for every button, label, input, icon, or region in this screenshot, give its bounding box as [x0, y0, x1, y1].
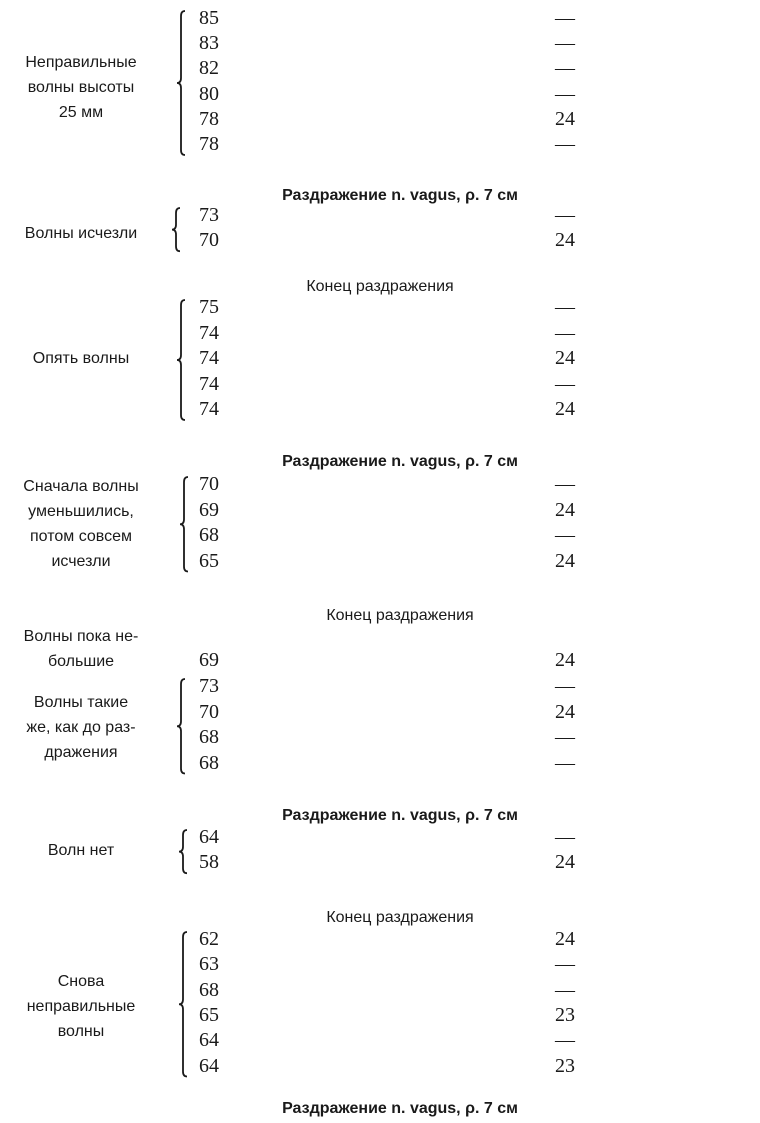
marker-text: Конец раздражения [326, 607, 474, 624]
wave-value: — [555, 296, 575, 318]
pressure-value: 83 [199, 32, 219, 55]
wave-value: — [555, 524, 575, 546]
curly-brace-icon [177, 829, 191, 874]
pressure-value: 68 [199, 726, 219, 748]
wave-value: — [555, 978, 575, 1001]
row-label-line: 25 мм [58, 104, 104, 121]
wave-value: 24 [555, 498, 575, 521]
row-label [0, 50, 162, 125]
pressure-value: 70 [199, 473, 219, 495]
wave-value: — [555, 826, 575, 848]
pressure-value: 74 [199, 321, 219, 344]
wave-value: 24 [555, 398, 575, 420]
wave-value: 24 [555, 229, 575, 252]
pressure-value: 70 [199, 229, 219, 252]
pressure-value: 64 [199, 1029, 219, 1052]
wave-value: — [555, 675, 575, 697]
row-label [0, 346, 162, 371]
marker-text: Конец раздражения [326, 909, 474, 926]
row-label [0, 838, 162, 863]
row-label-line: уменьшились, [28, 503, 134, 520]
row-label-line: Опять волны [32, 350, 130, 367]
row-label-line: волны высоты [27, 79, 135, 96]
row-label-line: потом совсем [30, 528, 132, 545]
row-label [0, 969, 162, 1044]
pressure-value: 68 [199, 751, 219, 774]
pressure-value: 78 [199, 133, 219, 155]
wave-value: — [555, 82, 575, 105]
row-label-line: Волн нет [47, 842, 115, 859]
row-label-line: исчезли [51, 553, 111, 570]
wave-value: — [555, 321, 575, 344]
wave-value: 24 [555, 347, 575, 369]
stimulation-marker [0, 186, 760, 206]
pressure-value: 69 [199, 498, 219, 521]
pressure-value: 64 [199, 826, 219, 848]
curly-brace-icon [177, 931, 191, 1078]
row-label-line: Снова [57, 973, 105, 990]
curly-brace-icon [175, 299, 189, 421]
wave-value: 24 [555, 107, 575, 130]
stimulation-marker [0, 806, 760, 826]
row-label [0, 690, 162, 765]
wave-value: 24 [555, 928, 575, 950]
pressure-value: 78 [199, 107, 219, 130]
row-label-line: неправильные [26, 998, 136, 1015]
pressure-value: 74 [199, 347, 219, 369]
stimulation-marker [0, 452, 760, 472]
pressure-value: 70 [199, 700, 219, 723]
wave-value: — [555, 953, 575, 976]
pressure-value: 74 [199, 372, 219, 395]
stimulation-end-marker [0, 277, 760, 297]
pressure-value: 64 [199, 1054, 219, 1077]
row-label-line: Сначала волны [23, 478, 139, 495]
pressure-value: 62 [199, 928, 219, 950]
row-label-line: Волны пока не- [23, 628, 139, 645]
pressure-value: 65 [199, 549, 219, 572]
row-label-line: Волны такие [33, 694, 129, 711]
pressure-value: 73 [199, 675, 219, 697]
wave-value: 24 [555, 700, 575, 723]
stimulation-end-marker [0, 908, 760, 928]
pressure-value: 74 [199, 398, 219, 420]
wave-value: 23 [555, 1054, 575, 1077]
pressure-value: 68 [199, 524, 219, 546]
pressure-value: 82 [199, 57, 219, 80]
wave-value: — [555, 473, 575, 495]
curly-brace-icon [178, 476, 192, 573]
row-label-line: Неправильные [25, 54, 137, 71]
marker-text: Раздражение n. vagus, ρ. 7 см [282, 1100, 518, 1117]
row-label [0, 474, 162, 574]
pressure-value: 75 [199, 296, 219, 318]
wave-value: — [555, 32, 575, 55]
wave-value: — [555, 372, 575, 395]
curly-brace-icon [175, 678, 189, 775]
pressure-value: 73 [199, 204, 219, 226]
wave-value: — [555, 204, 575, 226]
pressure-value: 63 [199, 953, 219, 976]
row-label [0, 624, 162, 674]
wave-value: — [555, 726, 575, 748]
curly-brace-icon [175, 10, 189, 156]
wave-value: 24 [555, 549, 575, 572]
wave-value: 24 [555, 649, 575, 671]
row-label-line: же, как до раз- [26, 719, 136, 736]
curly-brace-icon [170, 207, 184, 252]
wave-value: — [555, 133, 575, 155]
pressure-value: 80 [199, 82, 219, 105]
row-label-line: большие [47, 653, 115, 670]
pressure-value: 85 [199, 7, 219, 29]
wave-value: — [555, 751, 575, 774]
marker-text: Конец раздражения [306, 278, 454, 295]
pressure-value: 68 [199, 978, 219, 1001]
wave-value: — [555, 7, 575, 29]
row-label-line: дражения [44, 744, 118, 761]
marker-text: Раздражение n. vagus, ρ. 7 см [282, 187, 518, 204]
wave-value: 24 [555, 851, 575, 874]
row-label [0, 221, 162, 246]
pressure-value: 69 [199, 649, 219, 671]
wave-value: 23 [555, 1003, 575, 1026]
wave-value: — [555, 57, 575, 80]
stimulation-marker [0, 1099, 760, 1119]
wave-value: — [555, 1029, 575, 1052]
row-label-line: волны [57, 1023, 105, 1040]
marker-text: Раздражение n. vagus, ρ. 7 см [282, 807, 518, 824]
stimulation-end-marker [0, 606, 760, 626]
pressure-value: 58 [199, 851, 219, 874]
row-label-line: Волны исчезли [24, 225, 138, 242]
marker-text: Раздражение n. vagus, ρ. 7 см [282, 453, 518, 470]
pressure-value: 65 [199, 1003, 219, 1026]
